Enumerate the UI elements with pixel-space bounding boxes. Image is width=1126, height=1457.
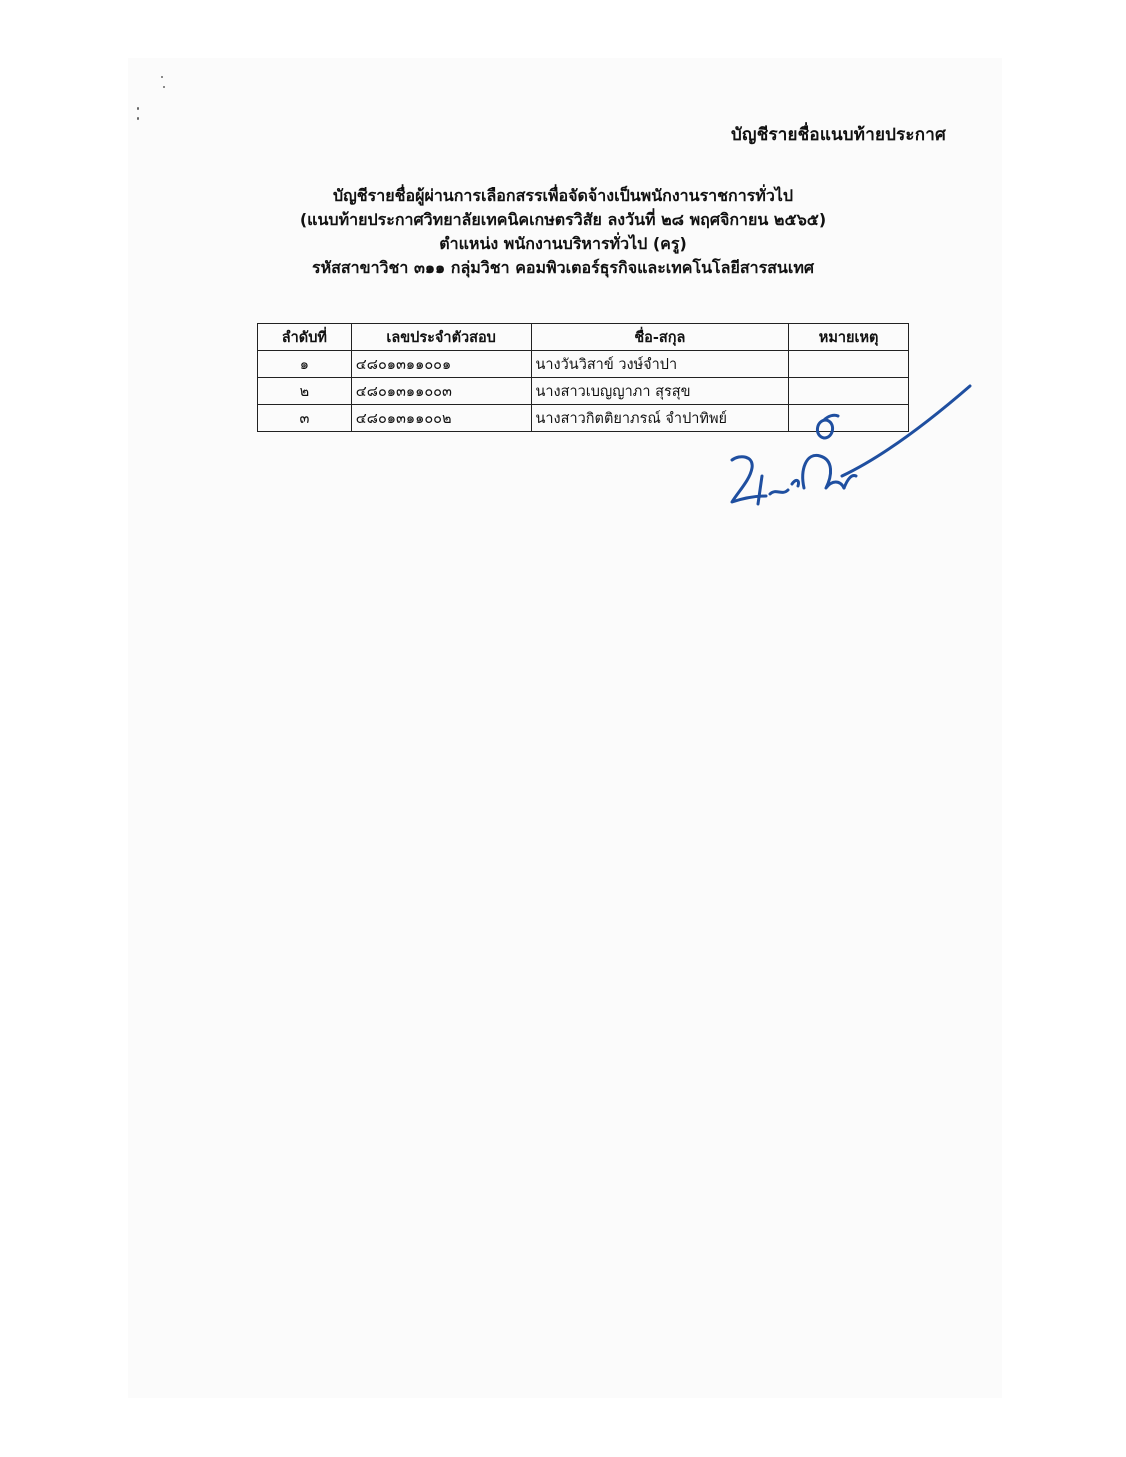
handwritten-signature-icon (720, 380, 980, 520)
cell-order: ๓ (258, 405, 352, 432)
cell-exam-id: ๔๘๐๑๓๑๑๐๐๓ (351, 378, 531, 405)
scan-speck (137, 117, 139, 120)
cell-exam-id: ๔๘๐๑๓๑๑๐๐๑ (351, 351, 531, 378)
header-exam-id: เลขประจำตัวสอบ (351, 324, 531, 351)
cell-name: นางสาวกิตติยาภรณ์ จำปาทิพย์ (531, 405, 789, 432)
document-title (0, 184, 1126, 280)
header-order: ลำดับที่ (258, 324, 352, 351)
scan-speck (137, 107, 139, 110)
annex-label: บัญชีรายชื่อแนบท้ายประกาศ (731, 125, 946, 145)
scan-speck (161, 76, 163, 78)
header-name: ชื่อ-สกุล (531, 324, 789, 351)
cell-order: ๑ (258, 351, 352, 378)
title-line-3: ตำแหน่ง พนักงานบริหารทั่วไป (ครู) (439, 234, 687, 253)
cell-order: ๒ (258, 378, 352, 405)
cell-name: นางวันวิสาข์ วงษ์จำปา (531, 351, 789, 378)
cell-exam-id: ๔๘๐๑๓๑๑๐๐๒ (351, 405, 531, 432)
scan-speck (163, 86, 165, 88)
title-line-1: บัญชีรายชื่อผู้ผ่านการเลือกสรรเพื่อจัดจ้างเป็นพนักงานราชการทั่วไป (333, 186, 793, 205)
title-line-2: (แนบท้ายประกาศวิทยาลัยเทคนิคเกษตรวิสัย ลงวันที่ ๒๘ พฤศจิกายน ๒๕๖๕) (299, 210, 827, 229)
cell-name: นางสาวเบญญาภา สุรสุข (531, 378, 789, 405)
table-row (258, 351, 909, 378)
header-remark: หมายเหตุ (789, 324, 909, 351)
title-line-4: รหัสสาขาวิชา ๓๑๑ กลุ่มวิชา คอมพิวเตอร์ธุรกิจและเทคโนโลยีสารสนเทศ (311, 258, 815, 277)
table-header-row (258, 324, 909, 351)
cell-remark (789, 351, 909, 378)
